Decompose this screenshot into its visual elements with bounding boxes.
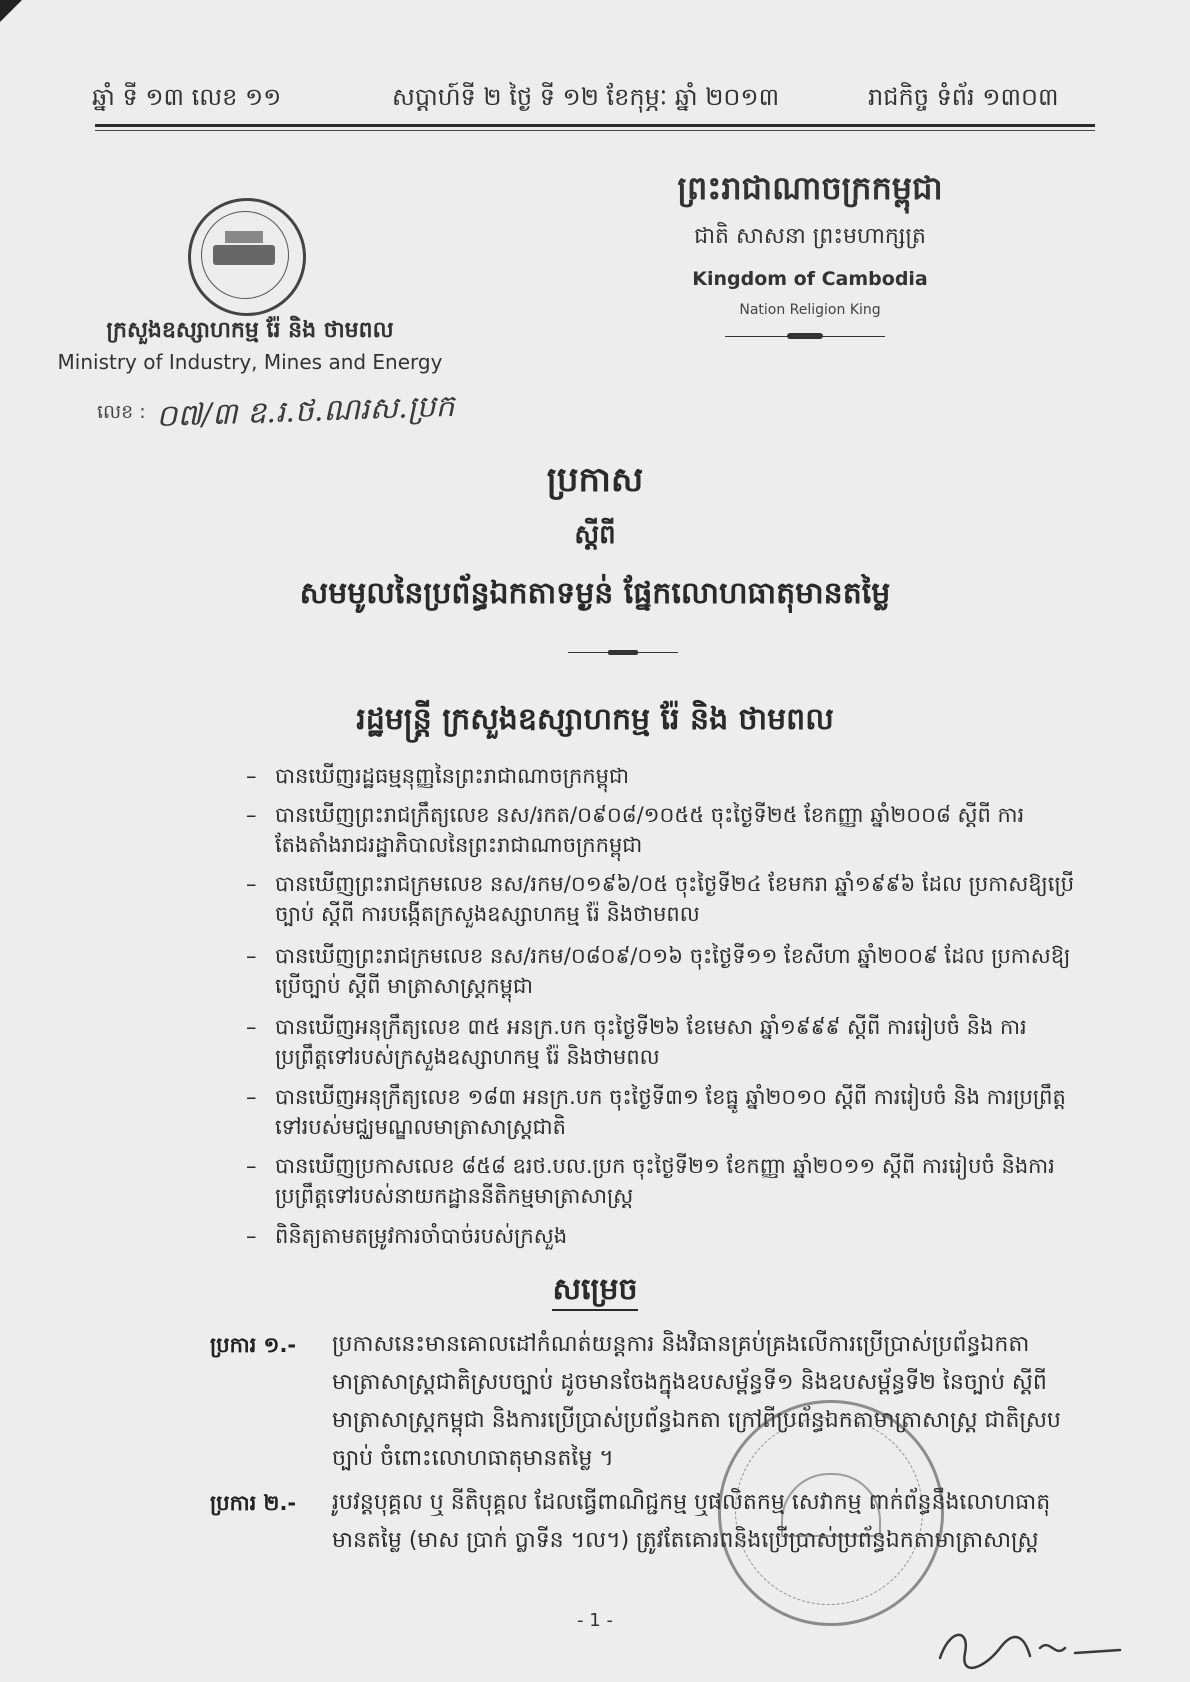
- gazette-page: រាជកិច្ច ទំព័រ ១៣០៣: [868, 83, 1059, 111]
- document-type-title: ប្រកាស: [546, 460, 644, 500]
- reference-label: លេខ :: [97, 401, 146, 423]
- gazette-year-issue: ឆ្នាំ ទី ១៣ លេខ ១១: [92, 83, 282, 111]
- consideration-item: – បានឃើញអនុក្រឹត្យលេខ ៣៥ អនក្រ.បក ចុះថ្ងៃទី២៦ ខែមេសា ឆ្នាំ១៩៩៩ ស្ដីពី ការរៀបចំ និង ការប្រព្រឹត្តទៅរបស់ក្រសួងឧស្សាហកម្ម រ៉ែ និងថាមពល: [246, 1015, 1027, 1069]
- consideration-item: – ពិនិត្យតាមតម្រូវការចាំបាច់របស់ក្រសួង: [246, 1224, 568, 1248]
- consideration-item: – បានឃើញព្រះរាជក្រមលេខ នស/រកម/០៨០៩/០១៦ ចុះថ្ងៃទី១១ ខែសីហា ឆ្នាំ២០០៩ ដែល ប្រកាសឱ្យប្រើច្បាប់ ស្ដីពី មាត្រាសាស្ត្រកម្ពុជា: [246, 944, 1071, 998]
- decision-heading: សម្រេច: [0, 1270, 1190, 1314]
- consideration-item: – បានឃើញរដ្ឋធម្មនុញ្ញនៃព្រះរាជាណាចក្រកម្ពុជា: [246, 764, 629, 788]
- article-2-text: រូបវន្តបុគ្គល ឬ នីតិបុគ្គល ដែលធ្វើពាណិជ្ជកម្ម ឬផលិតកម្ម សេវាកម្ម ពាក់ព័ន្ធនឹងលោហធាតុ មានតម្លៃ (មាស ប្រាក់ ប្លាទីន ។ល។) ត្រូវតែគោរពនិងប្រើប្រាស់ប្រព័ន្ធឯកតាមាត្រាសាស្ត្រ: [332, 1490, 1051, 1553]
- title-divider: [568, 652, 678, 653]
- consideration-item: – បានឃើញអនុក្រឹត្យលេខ ១៨៣ អនក្រ.បក ចុះថ្ងៃទី៣១ ខែធ្នូ ឆ្នាំ២០១០ ស្ដីពី ការរៀបចំ និង ការប្រព្រឹត្តទៅរបស់មជ្ឈមណ្ឌលមាត្រាសាស្ត្រជាតិ: [246, 1085, 1066, 1139]
- official-stamp-icon: [718, 1400, 944, 1626]
- kingdom-motto-en: Nation Religion King: [739, 302, 881, 318]
- reference-number-handwritten: ០៧/៣ ឧ.រ.ថ.ណរស.ប្រក: [155, 388, 456, 435]
- ministry-name-km: ក្រសួងឧស្សាហកម្ម រ៉ែ និង ថាមពល: [106, 318, 394, 343]
- issuer-heading: រដ្ឋមន្ត្រី ក្រសួងឧស្សាហកម្ម រ៉ែ និង ថាមពល: [356, 702, 834, 737]
- article-1-label: ប្រការ ១.-: [210, 1333, 297, 1357]
- page-number: - 1 -: [577, 1610, 613, 1631]
- kingdom-name-km: ព្រះរាជាណាចក្រកម្ពុជា: [677, 169, 943, 207]
- header-rule-thin: [95, 130, 1095, 131]
- consideration-item: – បានឃើញព្រះរាជក្រឹត្យលេខ នស/រកត/០៩០៨/១០៥៥ ចុះថ្ងៃទី២៥ ខែកញ្ញា ឆ្នាំ២០០៨ ស្ដីពី ការតែងតាំងរាជរដ្ឋាភិបាលនៃព្រះរាជាណាចក្រកម្ពុជា: [246, 803, 1025, 857]
- gazette-date: សប្ដាហ៍ទី ២ ថ្ងៃ ទី ១២ ខែកុម្ភៈ ឆ្នាំ ២០១៣: [392, 83, 780, 111]
- article-1-text: ប្រកាសនេះមានគោលដៅកំណត់យន្តការ និងវិធានគ្រប់គ្រងលើការប្រើប្រាស់ប្រព័ន្ធឯកតា មាត្រាសាស្ត្រជាតិស្របច្បាប់ ដូចមានចែងក្នុងឧបសម្ព័ន្ធទី១ និងឧបសម្ព័ន្ធទី២ នៃច្បាប់ ស្ដីពី មាត្រាសាស្ត្រកម្ពុជា និងការប្រើប្រាស់ប្រព័ន្ធឯកតា ក្រៅពីប្រព័ន្ធឯកតាមាត្រាសាស្ត្រ ជាតិស្របច្បាប់ ចំពោះលោហធាតុមានតម្លៃ ។: [332, 1332, 1061, 1471]
- kingdom-motto-km: ជាតិ សាសនា ព្រះមហាក្សត្រ: [694, 224, 926, 249]
- document-subject: សមមូលនៃប្រព័ន្ធឯកតាទម្ងន់ ផ្នែកលោហធាតុមានតម្លៃ: [299, 576, 891, 611]
- ministry-name-en: Ministry of Industry, Mines and Energy: [57, 350, 443, 374]
- header-rule: [95, 124, 1095, 127]
- kingdom-name-en: Kingdom of Cambodia: [692, 268, 928, 290]
- scan-corner-mark: [0, 0, 22, 22]
- signature-icon: [930, 1618, 1130, 1678]
- document-about: ស្ដីពី: [574, 520, 616, 550]
- consideration-item: – បានឃើញព្រះរាជក្រមលេខ នស/រកម/០១៩៦/០៥ ចុះថ្ងៃទី២៤ ខែមករា ឆ្នាំ១៩៩៦ ដែល ប្រកាសឱ្យប្រើច្បាប់ ស្ដីពី ការបង្កើតក្រសួងឧស្សាហកម្ម រ៉ែ និងថាមពល: [246, 872, 1075, 926]
- ministry-seal-icon: [188, 198, 306, 316]
- kingdom-ornament-divider: [725, 336, 885, 337]
- article-2-label: ប្រការ ២.-: [210, 1491, 297, 1515]
- consideration-item: – បានឃើញប្រកាសលេខ ៨៥៨ ឧរថ.បល.ប្រក ចុះថ្ងៃទី២១ ខែកញ្ញា ឆ្នាំ២០១១ ស្ដីពី ការរៀបចំ និងការប្រព្រឹត្តទៅរបស់នាយកដ្ឋាននីតិកម្មមាត្រាសាស្ត្រ: [246, 1154, 1055, 1208]
